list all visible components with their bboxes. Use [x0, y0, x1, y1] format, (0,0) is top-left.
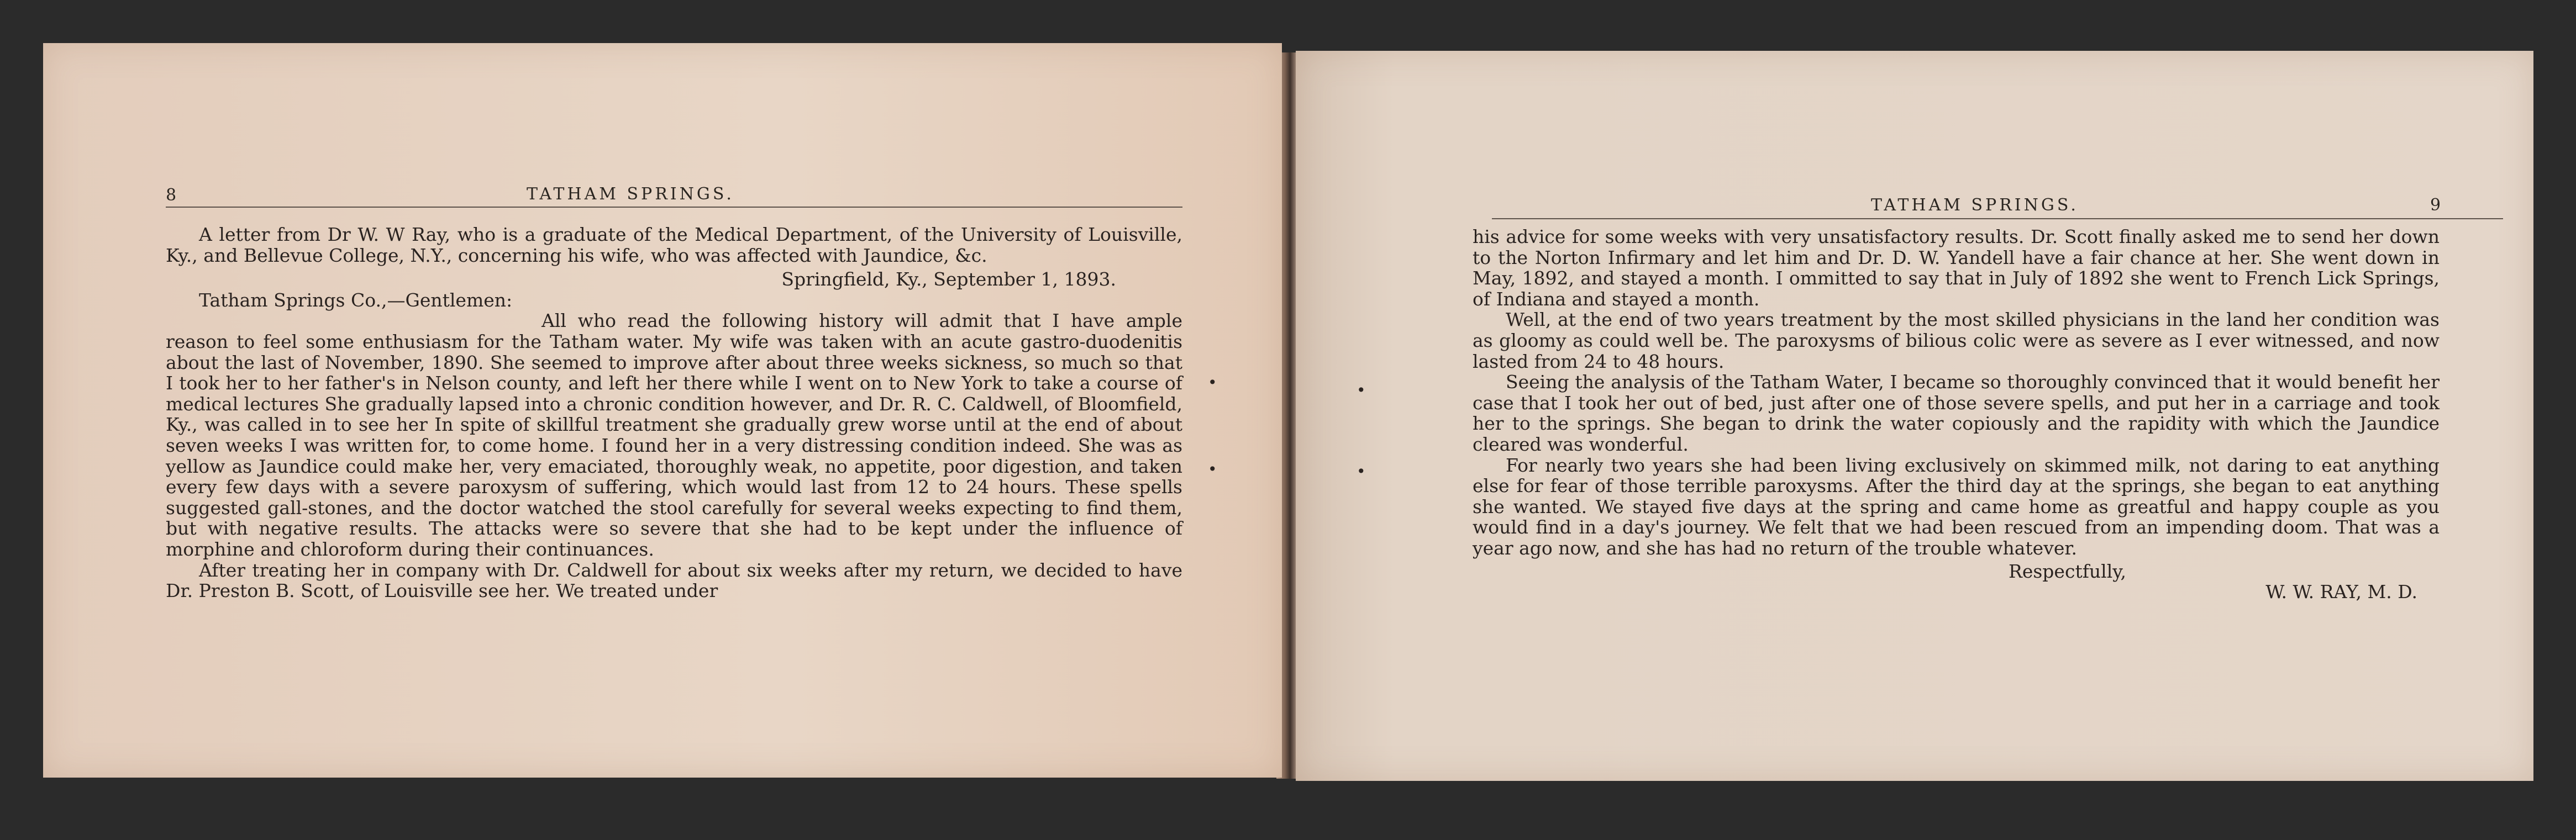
left-page-text: [166, 224, 1182, 601]
running-header: TATHAM SPRINGS.: [1871, 196, 2079, 215]
ink-mark: •: [1357, 462, 1366, 480]
dateline: Springfield, Ky., September 1, 1893.: [781, 268, 1116, 290]
page-number: 8: [166, 186, 177, 205]
letter-paragraph: his advice for some weeks with very unsatisfactory results. Dr. Scott finally asked me to send her down to the Norton Infirmary and let him and Dr. D. W. Yandell have a fair chance at her. She went down in May, 1892, and stayed a month. I ommitted to say that in July of 1892 she went to French Lick Springs, of Indiana and stayed a month.: [1473, 226, 2440, 310]
intro-paragraph: A letter from Dr W. W Ray, who is a graduate of the Medical Department, of the University of Louisville, Ky., and Bellevue College, N.Y., concerning his wife, who was affected with Jaundice, &c.: [166, 224, 1182, 266]
letter-paragraph: For nearly two years she had been living exclusively on skimmed milk, not daring to eat anything else for fear of those terrible paroxysms. After the third day at the springs, she began to eat anything she wanted. We stayed five days at the spring and came home as greatful and happy couple as you would find in a day's journey. We felt that we had been rescued from an impending doom. That was a year ago now, and she has had no return of the trouble whatever.: [1473, 454, 2440, 559]
right-page: [1296, 51, 2533, 781]
ink-mark: •: [1357, 381, 1366, 399]
left-page: [43, 43, 1282, 778]
signature: W. W. RAY, M. D.: [2265, 581, 2417, 603]
letter-paragraph: Seeing the analysis of the Tatham Water, I became so thoroughly convinced that it would benefit her case that I took her out of bed, just after one of those severe spells, and put her in a carriage and took her to the springs. She began to drink the water copiously and the rapidity with which the Jaundice cleared was wonderful.: [1473, 371, 2440, 455]
running-header: TATHAM SPRINGS.: [527, 184, 734, 204]
salutation: Tatham Springs Co.,—Gentlemen:: [199, 289, 513, 311]
header-rule: [166, 207, 1182, 208]
ink-mark: •: [1208, 460, 1217, 478]
page-number: 9: [2430, 196, 2441, 215]
closing: Respectfully,: [2009, 560, 2127, 582]
letter-paragraph: All who read the following history will admit that I have ample reason to feel some enthusiasm for the Tatham water. My wife was taken with an acute gastro-duodenitis about the last of November, 1890. She seemed to improve after about three weeks sickness, so much so that I took her to her father's in Nelson county, and left her there while I went on to New York to take a course of medical lectures She gradually lapsed into a chronic condition however, and Dr. R. C. Caldwell, of Bloomfield, Ky., was called in to see her In spite of skillful treatment she gradually grew worse until at the end of about seven weeks I was written for, to come home. I found her in a very distressing condition indeed. She was as yellow as Jaundice could make her, very emaciated, thoroughly weak, no appetite, poor digestion, and taken every few days with a severe paroxysm of suffering, which would last from 12 to 24 hours. These spells suggested gall-stones, and the doctor watched the stool carefully for several weeks expecting to find them, but with negative results. The attacks were so severe that she had to be kept under the influence of morphine and chloroform during their continuances.: [166, 310, 1182, 560]
ink-mark: •: [1208, 373, 1217, 392]
header-rule: [1492, 218, 2503, 219]
letter-paragraph: Well, at the end of two years treatment by the most skilled physicians in the land her condition was as gloomy as could well be. The paroxysms of bilious colic were as severe as I ever witnessed, and now lasted from 24 to 48 hours.: [1473, 309, 2440, 372]
letter-paragraph: After treating her in company with Dr. Caldwell for about six weeks after my return, we decided to have Dr. Preston B. Scott, of Louisville see her. We treated under: [166, 559, 1182, 602]
right-page-text: [1473, 226, 2440, 603]
